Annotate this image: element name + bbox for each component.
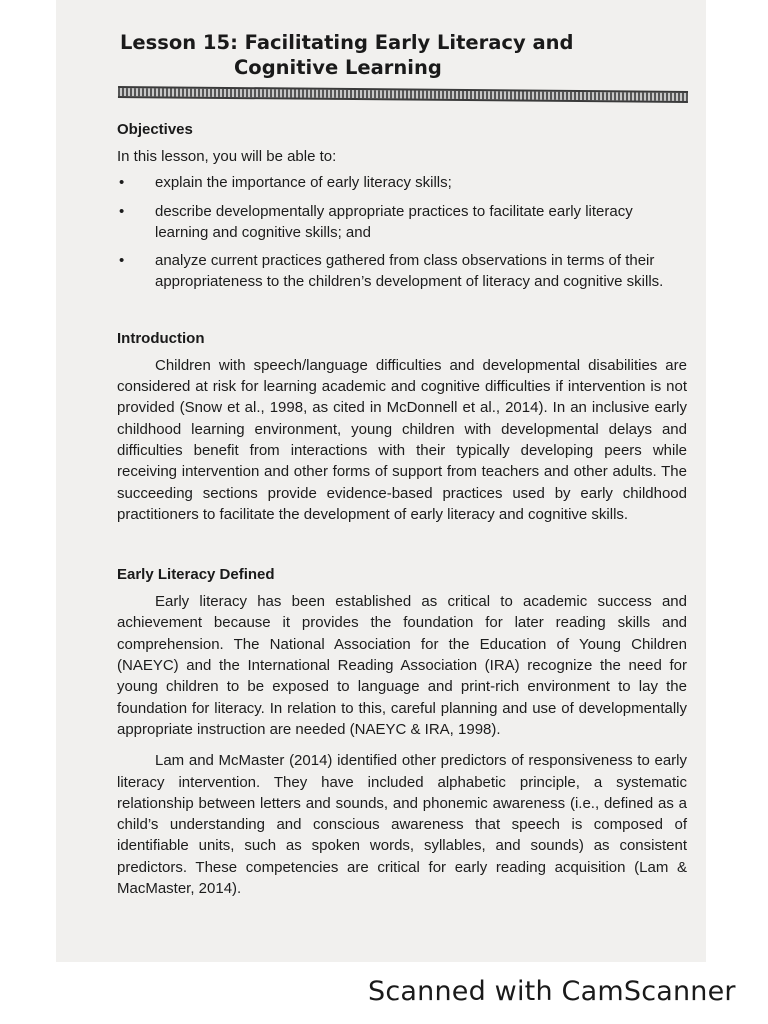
- objective-item: [117, 201, 687, 244]
- early-literacy-paragraph-1: Early literacy has been established as critical to academic success and achievement because it provides the foundation for later reading skills and comprehension. The National Association for the Education of Young Children (NAEYC) and the International Reading Association (IRA) recognize the need for young children to be exposed to language and print-rich environment to lay the foundation for literacy. In relation to this, careful planning and use of developmentally appropriate instruction are needed (NAEYC & IRA, 1998).: [117, 593, 687, 738]
- introduction-heading: Introduction: [117, 329, 205, 347]
- bullet-icon: •: [119, 174, 125, 192]
- lesson-title-line-2: Cognitive Learning: [234, 56, 442, 79]
- camscanner-watermark: Scanned with CamScanner: [368, 976, 736, 1007]
- introduction-paragraph: Children with speech/language difficulties and developmental disabilities are considered at risk for learning academic and cognitive difficulties if intervention is not provided (Snow et al., 1998, as cited in McDonnell et al., 2014). In an inclusive early childhood learning environment, young children with developmental delays and difficulties benefit from interactions with their typically developing peers while receiving intervention and other forms of support from teachers and other adults. The succeeding sections provide evidence-based practices used by early childhood practitioners to facilitate the development of early literacy and cognitive skills.: [117, 356, 687, 523]
- objective-text: analyze current practices gathered from class observations in terms of their appropriateness to the children’s development of literacy and cognitive skills.: [155, 252, 664, 291]
- objective-item: [117, 172, 687, 193]
- early-literacy-paragraph-2: Lam and McMaster (2014) identified other predictors of responsiveness to early literacy intervention. They have included alphabetic principle, a systematic relationship between letters and sounds, and phonemic awareness (i.e., defined as a child’s understanding and conscious awareness that speech is composed of identifiable units, such as spoken words, syllables, and sounds) as consistent predictors. These competencies are critical for early reading acquisition (Lam & MacMaster, 2014).: [117, 752, 687, 898]
- objectives-heading: Objectives: [117, 121, 193, 138]
- objective-text: explain the importance of early literacy skills;: [155, 174, 452, 192]
- lesson-title-line-1: Lesson 15: Facilitating Early Literacy and: [120, 31, 574, 54]
- objectives-list: [117, 172, 687, 292]
- objectives-lead: In this lesson, you will be able to:: [117, 148, 337, 165]
- lesson-title: [120, 30, 590, 80]
- lesson-content: [117, 118, 687, 899]
- objectives-section: [117, 118, 687, 293]
- introduction-section: [117, 327, 687, 525]
- bullet-icon: •: [119, 252, 125, 270]
- early-literacy-heading: Early Literacy Defined: [117, 566, 275, 584]
- early-literacy-section: [117, 563, 687, 899]
- objective-item: [117, 250, 687, 293]
- objective-text: describe developmentally appropriate practices to facilitate early literacy learning and cognitive skills; and: [155, 202, 633, 241]
- bullet-icon: •: [119, 202, 125, 220]
